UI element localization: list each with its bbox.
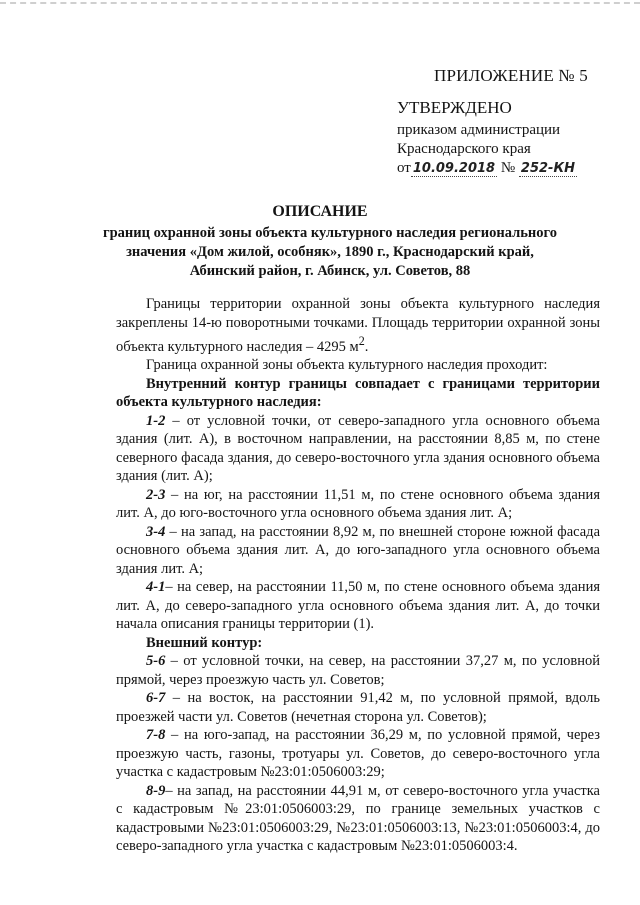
segment-7-8: 7-8 – на юго-запад, на расстоянии 36,29 м, по условной прямой, через проезжую часть, газоны, тротуары ул. Советов, до северо-восточного угла участка с кадастровым №23:01:0506003:29; <box>116 727 600 781</box>
document-body <box>116 295 600 856</box>
segment-2-3: 2-3 – на юг, на расстоянии 11,51 м, по стене основного объема здания лит. А, до юго-восточного угла основного объема здания лит. А; <box>116 486 600 522</box>
segment-1-2: 1-2 – от условной точки, от северо-западного угла основного объема здания (лит. А), в восточном направлении, на расстоянии 8,85 м, по стене северного фасада здания, до северо-восточного угла здания основного объема здания (лит. А); <box>116 412 600 485</box>
paragraph-boundary-intro: Граница охранной зоны объекта культурного наследия проходит: <box>146 357 548 374</box>
document-title: ОПИСАНИЕ <box>272 203 368 220</box>
outer-contour-heading: Внешний контур: <box>146 634 263 651</box>
scan-top-border <box>0 2 640 4</box>
document-subtitle: границ охранной зоны объекта культурного наследия регионального значения «Дом жилой, особняк», 1890 г., Краснодарский край, Абинский район, г. Абинск, ул. Советов, 88 <box>103 225 557 279</box>
segment-5-6: 5-6 – от условной точки, на север, на расстоянии 37,27 м, по условной прямой, через проезжую часть ул. Советов; <box>116 653 600 688</box>
segment-4-1: 4-1– на север, на расстоянии 11,50 м, по стене основного объема здания лит. А, до северо-западного угла основного объема здания лит. А, до точки начала описания границы территории (1). <box>116 579 600 633</box>
paragraph-area: Границы территории охранной зоны объекта культурного наследия закреплены 14-ю поворотными точками. Площадь территории охранной зоны объекта культурного наследия – 4295 $м^2$. <box>116 296 600 355</box>
approval-line-1: приказом администрации <box>397 122 561 138</box>
handwritten-number: 252-КН <box>520 161 575 176</box>
segment-3-4: 3-4 – на запад, на расстоянии 8,92 м, по внешней стороне южной фасада основного объема здания лит. А, до юго-западного угла основного объема здания лит. А; <box>116 523 600 577</box>
approval-date-number <box>397 159 617 178</box>
approval-line-2: Краснодарского края <box>397 141 531 157</box>
segment-8-9: 8-9– на запад, на расстоянии 44,91 м, от северо-восточного угла участка с кадастровым №23:01:0506003:29, по границе земельных участков с кадастровыми №23:01:0506003:29, №23:01:0506003:13, №23:01:0506003:4, до северо-западного угла участка с кадастровым №23:01:0506003:4. <box>116 782 600 855</box>
approval-block <box>397 98 617 178</box>
from-label: от <box>397 160 411 176</box>
number-label: № <box>500 160 516 176</box>
approval-heading: УТВЕРЖДЕНО <box>397 98 512 117</box>
handwritten-date: 10.09.2018 <box>412 161 496 176</box>
segment-6-7: 6-7 – на восток, на расстоянии 91,42 м, по условной прямой, вдоль проезжей части ул. Советов (нечетная сторона ул. Советов); <box>116 690 600 725</box>
appendix-label: ПРИЛОЖЕНИЕ № 5 <box>434 66 588 85</box>
paragraph-inner-contour: Внутренний контур границы совпадает с границами территории объекта культурного наследия: <box>116 375 600 411</box>
